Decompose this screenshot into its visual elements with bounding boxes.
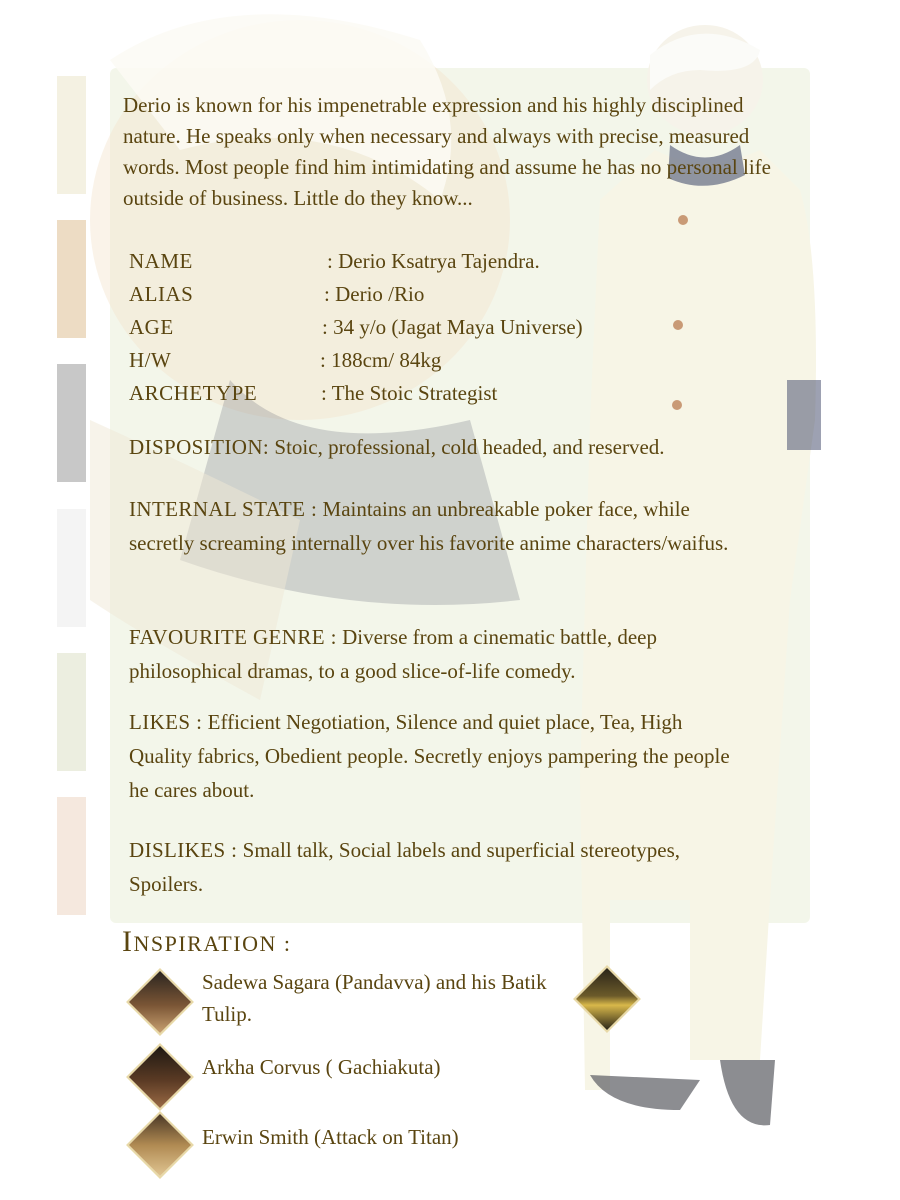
field-label: AGE [129,315,174,339]
field-value: : The Stoic Strategist [321,381,498,405]
dislikes-label: DISLIKES : [129,838,238,862]
internal-state-text: Maintains an unbreakable poker face, while secretly screaming internally over his favorite anime characters/waifus. [129,497,729,555]
disposition-section [129,430,769,464]
likes-section [129,705,749,807]
inspiration-text: Erwin Smith (Attack on Titan) [202,1125,459,1149]
likes-label: LIKES : [129,710,203,734]
disposition-text: Stoic, professional, cold headed, and reserved. [269,435,665,459]
inspiration-heading-initial: I [122,925,134,958]
field-value: : 188cm/ 84kg [320,348,442,372]
disposition-label: DISPOSITION: [129,435,270,459]
palette-swatch-6 [57,797,86,915]
favourite-genre-text: Diverse from a cinematic battle, deep philosophical dramas, to a good slice-of-life comedy. [129,625,657,683]
palette-swatch-5 [57,653,86,771]
internal-state-section [129,492,749,560]
favourite-genre-section [129,620,749,688]
dislikes-text: Small talk, Social labels and superficial stereotypes, Spoilers. [129,838,681,896]
field-value: : Derio /Rio [324,282,425,306]
field-label: NAME [129,249,193,273]
field-label: ARCHETYPE [129,381,258,405]
inspiration-heading [122,925,291,959]
palette-swatch-2 [57,220,86,338]
palette-swatch-3 [57,364,86,482]
palette-swatch-1 [57,76,86,194]
likes-text: Efficient Negotiation, Silence and quiet place, Tea, High Quality fabrics, Obedient people. Secretly enjoys pampering the people he cares about. [129,710,730,802]
inspiration-text: Sadewa Sagara (Pandavva) and his Batik Tulip. [202,970,547,1026]
internal-state-label: INTERNAL STATE : [129,497,318,521]
field-label: H/W [129,348,172,372]
field-value: : 34 y/o (Jagat Maya Universe) [322,315,583,339]
field-label: ALIAS [129,282,194,306]
dislikes-section [129,833,749,901]
intro-paragraph: Derio is known for his impenetrable expression and his highly disciplined nature. He speaks only when necessary and always with precise, measured words. Most people find him intimidating and assume he has no personal life outside of business. Little do they know... [123,93,771,210]
field-value: : Derio Ksatrya Tajendra. [327,249,540,273]
inspiration-heading-rest: NSPIRATION : [133,931,292,956]
favourite-genre-label: FAVOURITE GENRE : [129,625,337,649]
palette-swatch-4 [57,509,86,627]
inspiration-text: Arkha Corvus ( Gachiakuta) [202,1055,441,1079]
